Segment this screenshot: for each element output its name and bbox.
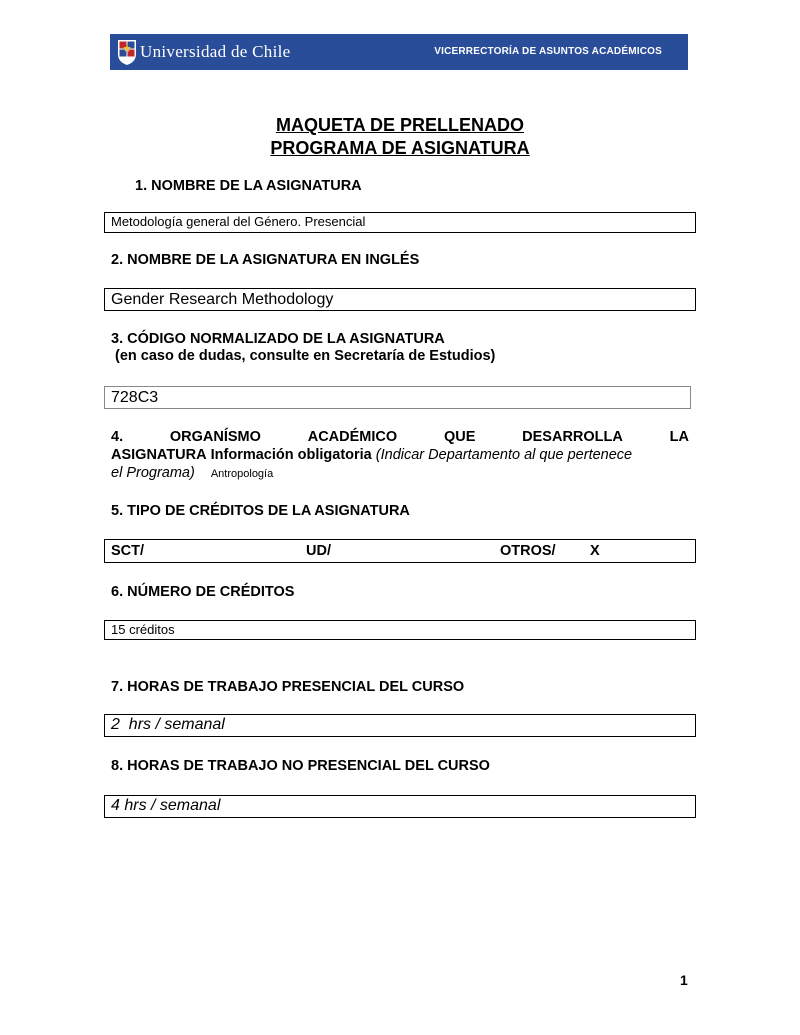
credit-type-field: [104, 539, 696, 563]
section-4-paragraph: [111, 428, 689, 483]
otros-mark: X: [590, 543, 600, 559]
credits-number-field: 15 créditos: [104, 620, 696, 640]
s4-indicar: (Indicar Departamento al que pertenece: [375, 447, 633, 463]
section-5-heading: 5. TIPO DE CRÉDITOS DE LA ASIGNATURA: [111, 503, 410, 519]
english-name-field: Gender Research Methodology: [104, 288, 696, 311]
section-3-subheading: (en caso de dudas, consulte en Secretaría de Estudios): [111, 348, 496, 364]
university-crest-icon: [116, 38, 138, 66]
s4-word: DESARROLLA: [522, 429, 623, 445]
s4-word: 4.: [111, 429, 124, 445]
sct-label: SCT/: [111, 543, 145, 559]
s4-word: ORGANÍSMO: [169, 429, 261, 445]
section-2-heading: 2. NOMBRE DE LA ASIGNATURA EN INGLÉS: [111, 252, 420, 268]
page-title: MAQUETA DE PRELLENADO: [275, 115, 524, 135]
vicerrectoria-label: VICERRECTORÍA DE ASUNTOS ACADÉMICOS: [434, 46, 662, 57]
s4-info-obligatoria: Información obligatoria: [210, 447, 372, 463]
section-8-heading: 8. HORAS DE TRABAJO NO PRESENCIAL DEL CURSO: [111, 758, 490, 774]
non-presential-hours-field: 4 hrs / semanal: [104, 795, 696, 818]
section-3-heading: 3. CÓDIGO NORMALIZADO DE LA ASIGNATURA: [111, 331, 445, 347]
course-code-field: 728C3: [104, 386, 691, 409]
s4-programa: el Programa): [111, 465, 195, 481]
s4-word: ACADÉMICO: [307, 429, 398, 445]
s4-word: QUE: [443, 429, 476, 445]
section-1-heading: 1. NOMBRE DE LA ASIGNATURA: [135, 178, 362, 194]
subject-name-field: Metodología general del Género. Presencial: [104, 212, 696, 233]
section-4-line3: [111, 464, 689, 483]
s4-asignatura: ASIGNATURA: [111, 447, 207, 463]
section-7-heading: 7. HORAS DE TRABAJO PRESENCIAL DEL CURSO: [111, 679, 465, 695]
header-banner: [110, 34, 688, 70]
academic-unit-value: Antropología: [210, 468, 274, 480]
page-number: 1: [680, 972, 688, 988]
otros-label: OTROS/: [500, 543, 556, 559]
s4-word: LA: [669, 429, 689, 445]
section-4-line2: [111, 446, 689, 464]
section-6-heading: 6. NÚMERO DE CRÉDITOS: [111, 584, 295, 600]
ud-label: UD/: [306, 543, 331, 559]
page-subtitle: PROGRAMA DE ASIGNATURA: [270, 138, 530, 158]
university-name: Universidad de Chile: [140, 42, 291, 61]
section-4-line1: [111, 428, 689, 446]
presential-hours-field: 2 hrs / semanal: [104, 714, 696, 737]
